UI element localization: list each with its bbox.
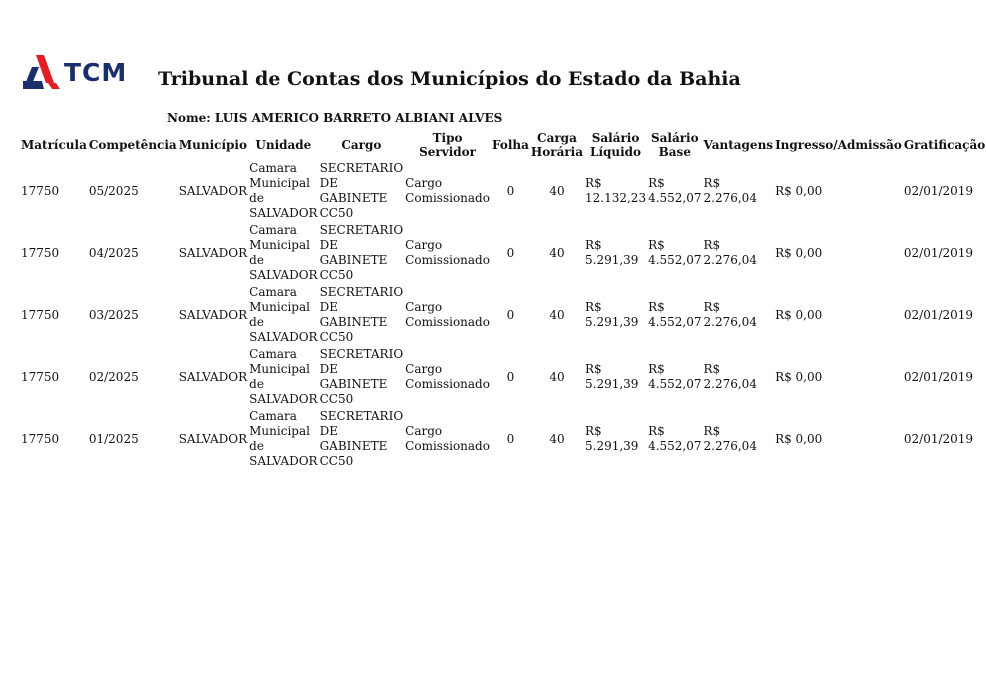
cell-vantagens: R$ 2.276,04	[703, 238, 757, 267]
col-header-matricula: Matrícula	[21, 138, 87, 152]
cell-vantagens: R$ 2.276,04	[703, 176, 757, 205]
cell-vantagens: R$ 2.276,04	[703, 300, 757, 329]
cell-unidade: Camara Municipal de SALVADOR	[249, 347, 318, 406]
cell-unidade: Camara Municipal de SALVADOR	[249, 409, 318, 468]
col-header-unidade: Unidade	[255, 138, 312, 152]
cell-cargo: SECRETARIO DE GABINETE CC50	[319, 223, 404, 282]
payroll-table	[20, 130, 986, 470]
cell-competencia: 03/2025	[88, 307, 139, 322]
col-header-tipo-servidor: Tipo Servidor	[419, 131, 476, 159]
cell-ingresso-admissao: R$ 0,00	[775, 183, 823, 198]
col-header-salario-liquido: Salário Líquido	[590, 131, 642, 159]
cell-ingresso-admissao: R$ 0,00	[775, 307, 823, 322]
cell-folha: 0	[506, 307, 515, 322]
cell-matricula: 17750	[21, 183, 60, 198]
cell-salario-liquido: R$ 12.132,23	[585, 176, 647, 205]
cell-matricula: 17750	[21, 307, 60, 322]
cell-salario-base: R$ 4.552,07	[648, 238, 702, 267]
cell-carga-horaria: 40	[549, 245, 565, 260]
col-header-folha: Folha	[491, 138, 529, 152]
cell-vantagens: R$ 2.276,04	[703, 362, 757, 391]
cell-carga-horaria: 40	[549, 307, 565, 322]
col-header-cargo: Cargo	[341, 138, 382, 152]
cell-matricula: 17750	[21, 245, 60, 260]
cell-tipo-servidor: Cargo Comissionado	[405, 362, 490, 391]
header	[22, 50, 127, 94]
cell-cargo: SECRETARIO DE GABINETE CC50	[319, 161, 404, 220]
cell-carga-horaria: 40	[549, 183, 565, 198]
col-header-municipio: Município	[178, 138, 247, 152]
col-header-vantagens: Vantagens	[703, 138, 774, 152]
cell-folha: 0	[506, 245, 515, 260]
cell-unidade: Camara Municipal de SALVADOR	[249, 285, 318, 344]
cell-ingresso-admissao: R$ 0,00	[775, 431, 823, 446]
cell-competencia: 01/2025	[88, 431, 139, 446]
person-name: Nome: LUIS AMERICO BARRETO ALBIANI ALVES	[167, 111, 503, 125]
cell-folha: 0	[506, 369, 515, 384]
cell-salario-base: R$ 4.552,07	[648, 424, 702, 453]
cell-ingresso-admissao: R$ 0,00	[775, 369, 823, 384]
cell-municipio: SALVADOR	[178, 245, 248, 260]
col-header-gratificacao: Gratificação	[903, 138, 986, 152]
cell-tipo-servidor: Cargo Comissionado	[405, 300, 490, 329]
table-row	[20, 284, 986, 346]
cell-salario-liquido: R$ 5.291,39	[585, 362, 639, 391]
cell-cargo: SECRETARIO DE GABINETE CC50	[319, 347, 404, 406]
cell-unidade: Camara Municipal de SALVADOR	[249, 161, 318, 220]
cell-salario-liquido: R$ 5.291,39	[585, 424, 639, 453]
table-row	[20, 222, 986, 284]
tcm-logo-icon	[22, 53, 62, 91]
cell-folha: 0	[506, 183, 515, 198]
tcm-logo	[22, 53, 127, 91]
table-header-row	[20, 130, 986, 160]
cell-tipo-servidor: Cargo Comissionado	[405, 176, 490, 205]
cell-folha: 0	[506, 431, 515, 446]
cell-competencia: 02/2025	[88, 369, 139, 384]
cell-vantagens: R$ 2.276,04	[703, 424, 757, 453]
cell-municipio: SALVADOR	[178, 183, 248, 198]
cell-municipio: SALVADOR	[178, 431, 248, 446]
col-header-ingresso-admissao: Ingresso/Admissão	[775, 138, 902, 152]
cell-unidade: Camara Municipal de SALVADOR	[249, 223, 318, 282]
cell-salario-liquido: R$ 5.291,39	[585, 300, 639, 329]
cell-matricula: 17750	[21, 369, 60, 384]
cell-competencia: 05/2025	[88, 183, 139, 198]
cell-cargo: SECRETARIO DE GABINETE CC50	[319, 285, 404, 344]
cell-municipio: SALVADOR	[178, 369, 248, 384]
col-header-competencia: Competência	[88, 138, 177, 152]
cell-ingresso-admissao: R$ 0,00	[775, 245, 823, 260]
cell-salario-base: R$ 4.552,07	[648, 300, 702, 329]
cell-salario-base: R$ 4.552,07	[648, 176, 702, 205]
cell-competencia: 04/2025	[88, 245, 139, 260]
cell-municipio: SALVADOR	[178, 307, 248, 322]
logo-text: TCM	[64, 57, 128, 87]
cell-carga-horaria: 40	[549, 431, 565, 446]
cell-tipo-servidor: Cargo Comissionado	[405, 238, 490, 267]
cell-cargo: SECRETARIO DE GABINETE CC50	[319, 409, 404, 468]
table-row	[20, 160, 986, 222]
cell-tipo-servidor: Cargo Comissionado	[405, 424, 490, 453]
cell-salario-liquido: R$ 5.291,39	[585, 238, 639, 267]
cell-carga-horaria: 40	[549, 369, 565, 384]
cell-matricula: 17750	[21, 431, 60, 446]
cell-gratificacao: 02/01/2019	[903, 431, 974, 446]
table-row	[20, 346, 986, 408]
cell-salario-base: R$ 4.552,07	[648, 362, 702, 391]
cell-gratificacao: 02/01/2019	[903, 245, 974, 260]
cell-gratificacao: 02/01/2019	[903, 369, 974, 384]
col-header-carga-horaria: Carga Horária	[530, 131, 584, 159]
col-header-salario-base: Salário Base	[650, 131, 699, 159]
cell-gratificacao: 02/01/2019	[903, 307, 974, 322]
cell-gratificacao: 02/01/2019	[903, 183, 974, 198]
table-row	[20, 408, 986, 470]
page-title: Tribunal de Contas dos Municípios do Estado da Bahia	[158, 68, 741, 90]
